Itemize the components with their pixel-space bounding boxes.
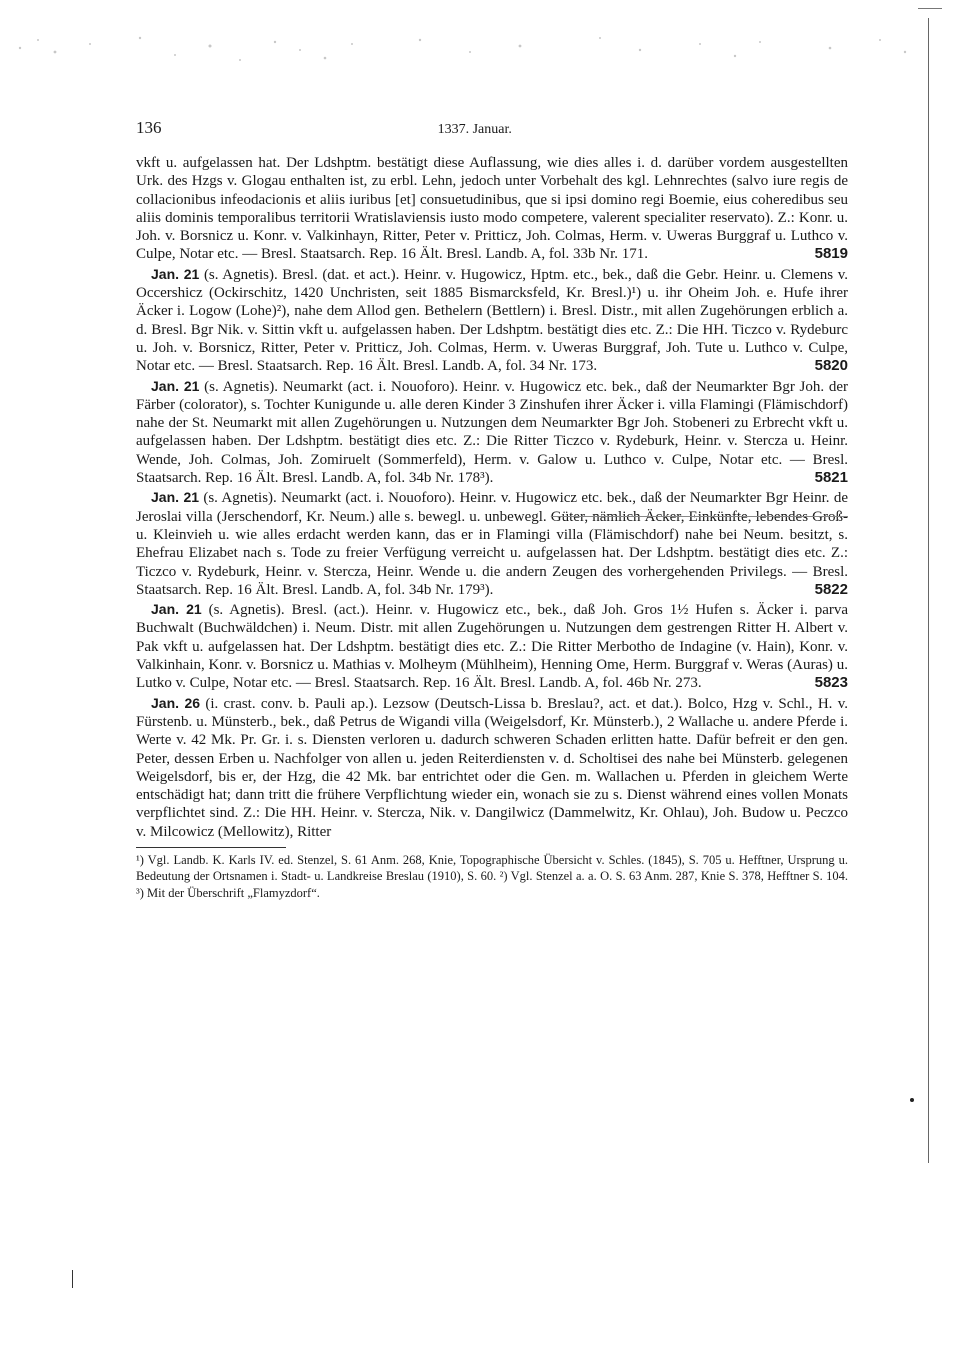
footnotes (136, 852, 848, 902)
scan-edge-line (928, 18, 929, 1163)
document-page (136, 118, 848, 901)
scan-speck (910, 1098, 914, 1102)
regest-entry (136, 600, 848, 692)
regest-number: 5820 (814, 357, 848, 375)
footnote-text: ¹) Vgl. Landb. K. Karls IV. ed. Stenzel, S. 61 Anm. 268, Knie, Topographische Übersicht v. Schles. (1845), S. 705 u. Hefftner, Ursprung u. Bedeutung der Ortsnamen i. Stadt- u. Landkreise Breslau (1910), S. 60. ²) Vgl. Stenzel a. a. O. S. 63 Anm. 287, Knie S. 378, Hefftner S. 104. ³) Mit der Überschrift „Flamyzdorf“. (136, 852, 848, 900)
regest-number: 5823 (814, 674, 848, 692)
paragraph-text: (s. Agnetis). Bresl. (act.). Heinr. v. Hugowicz etc., bek., daß Joh. Gros 1½ Hufen s. Äcker i. parva Buchwalt (Buchwäldchen) i. Neum. Distr. mit allen Zugehörungen u. Nutzungen dem gestrengen Ritter H. Albert v. Pak vkft u. aufgelassen hat. Der Ldshptm. bestätigt dies etc. Z.: Die Ritter Merbotho de Indagine (v. Hain), Konr. v. Valkinhain, Konr. v. Borsnicz u. Mathias v. Molheym (Mühlheim), Henning Ome, Herm. Burggraf v. Weras (Auras) u. Lutko v. Culpe, Notar etc. — Bresl. Staatsarch. Rep. 16 Ält. Bresl. Landb. A, fol. 46b Nr. 273. (136, 602, 849, 692)
paragraph-text: (s. Agnetis). Neumarkt (act. i. Nouoforo). Heinr. v. Hugowicz etc. bek., daß der Neumarkter Bgr Joh. der Färber (colorator), s. Tochter Kunigunde u. alle deren Kinder 3 Zinshufen ihrer Äcker i. villa Flamingi (Flämischdorf) nahe der St. Neumarkt mit allen Zugehörungen u. Nutzungen dem Neumarkter Bgr Joh. Stobeneri zu Erbrecht vkft u. aufgelassen haben. Der Ldshptm. bestätigt dies etc. Z.: Die Ritter Ticzco v. Rydeburk, Heinr. v. Stercza u. Heinr. Wende, Joh. Colmas, Joh. Zomiruelt (Sommerfeld), Herm. v. Galow u. Luthco v. Culpe, Notar etc. — Bresl. Staatsarch. Rep. 16 Ält. Bresl. Landb. A, fol. 34b Nr. 178³). (136, 378, 848, 487)
paragraph-text: (i. crast. conv. b. Pauli ap.). Lezsow (Deutsch-Lissa b. Breslau?, act. et dat.). Bolco, Hzg v. Schl., H. v. Fürstenb. u. Münsterb., bek., daß Petrus de Wigandi villa (Weigelsdorf, Kr. Münsterb.), 2 Wallache u. andere Pferde i. Werte v. 42 Mk. Pr. Gr. i. s. Diensten verloren u. dadurch schweren Schaden erlitten hatte. Dafür befreit er den gen. Peter, dessen Erben u. Nachfolger von allen u. jeden Reiterdiensten v. d. Scholtisei des nahe bei Münsterb. gelegenen Weigelsdorf, bis er, der Hzg, die 42 Mk. bar entrichtet oder die Gen. m. Wallachen u. Pferden in gleichem Werte entschädigt hat; dann tritt die frühere Verpflichtung wieder ein, wonach sie zu s. Dienst während eines vollen Monats verpflichtet sind. Z.: Die HH. Heinr. v. Stercza, Nik. v. Dangilwicz (Dammelwitz, Kr. Ohlau), Joh. Budow u. Peczco v. Milcowicz (Mellowitz), Ritter (136, 695, 848, 840)
regest-number: 5821 (814, 469, 848, 487)
regest-number: 5822 (814, 580, 848, 598)
struck-text: Güter, nämlich Äcker, Einkünfte, lebendes Groß- (550, 508, 848, 525)
paragraph-text: (s. Agnetis). Neumarkt (act. i. Nouoforo). Heinr. v. Hugowicz etc. bek., daß der Neumarkter Bgr Heinr. de Jeroslai villa (Jerschendorf, Kr. Neum.) alle s. bewegl. u. unbewegl. (136, 490, 848, 525)
scan-mark (72, 1270, 73, 1288)
paragraph (136, 154, 848, 264)
entry-date: Jan. 26 (151, 694, 201, 711)
entry-date: Jan. 21 (151, 265, 200, 282)
paragraph-text: vkft u. aufgelassen hat. Der Ldshptm. bestätigt diese Auflassung, wie dies alles i. d. darüber vordem ausgestellten Urk. des Hzgs v. Glogau enthalten ist, zu erbl. Lehn, jedoch unter Vorbehalt des kgl. Lehnrechtes (salvo iure regis de collacionibus infeodacionis et aliis iuribus [et] consuetudinibus, que si ipsi domino regi Boemie, eius coheredibus seu aliis dominis temporalibus territorii Wratislaviensis iusto modo competere, valerent specialiter reservato). Z.: Konr. u. Joh. v. Borsnicz u. Konr. v. Valkinhayn, Ritter, Peter v. Pritticz, Joh. Colmas, Herm. v. Uweras Burggraf u. Luthco v. Culpe, Notar etc. — Bresl. Staatsarch. Rep. 16 Ält. Bresl. Landb. A, fol. 33b Nr. 171. (136, 155, 848, 263)
scan-edge-top (918, 8, 942, 9)
scan-noise-band (0, 0, 960, 80)
body-text (136, 154, 848, 841)
regest-number: 5819 (814, 245, 848, 263)
regest-entry (136, 488, 848, 599)
regest-entry (136, 377, 848, 488)
footnote-rule (136, 847, 286, 848)
regest-entry (136, 694, 848, 841)
regest-entry (136, 265, 848, 376)
entry-date: Jan. 21 (151, 489, 200, 506)
paragraph-text: u. Kleinvieh u. wie alles erdacht werden kann, das er in Flamingi villa (Flämischdorf) nahe bei Neum. besitzt, s. Ehefrau Elizabet nach s. Tode zu freier Verfügung verreicht u. aufgelassen hat. Der Ldshptm. bestätigt dies etc. Z.: Ticzco v. Rydeburk, Heinr. v. Stercza, Heinr. Wende u. die andern Zeugen des vorhergehenden Privilegs. — Bresl. Staatsarch. Rep. 16 Ält. Bresl. Landb. A, fol. 34b Nr. 179³). (136, 526, 848, 598)
running-head: 1337. Januar. (437, 122, 512, 137)
paragraph-text: (s. Agnetis). Bresl. (dat. et act.). Heinr. v. Hugowicz, Hptm. etc., bek., daß die Gebr. Heinr. u. Clemens v. Occershicz (Ockirschitz, 1420 Unchristen, seit 1885 Bismarcksfeld, Kr. Bresl.)¹) u. ihr Oheim Joh. e. Hufe ihrer Äcker i. Logow (Lohe)²), nahe dem Allod gen. Bethelern (Bettlern) i. Bresl. Distr., mit allen Zugehörungen erblich a. d. Bresl. Bgr Nik. v. Sittin vkft u. aufgelassen haben. Der Ldshptm. bestätigt dies etc. Z.: Die HH. Ticzco v. Rydeburc u. Joh. v. Borsnicz, Ritter, Peter v. Pritticz, Joh. Colmas, Herm. v. Uweras Burggraf, Joh. Tute u. Luthco v. Culpe, Notar etc. — Bresl. Staatsarch. Rep. 16 Ält. Bresl. Landb. A, fol. 34 Nr. 173. (136, 266, 848, 375)
entry-date: Jan. 21 (151, 601, 202, 618)
page-number: 136 (136, 118, 162, 137)
page-header (136, 118, 848, 142)
entry-date: Jan. 21 (151, 377, 200, 394)
